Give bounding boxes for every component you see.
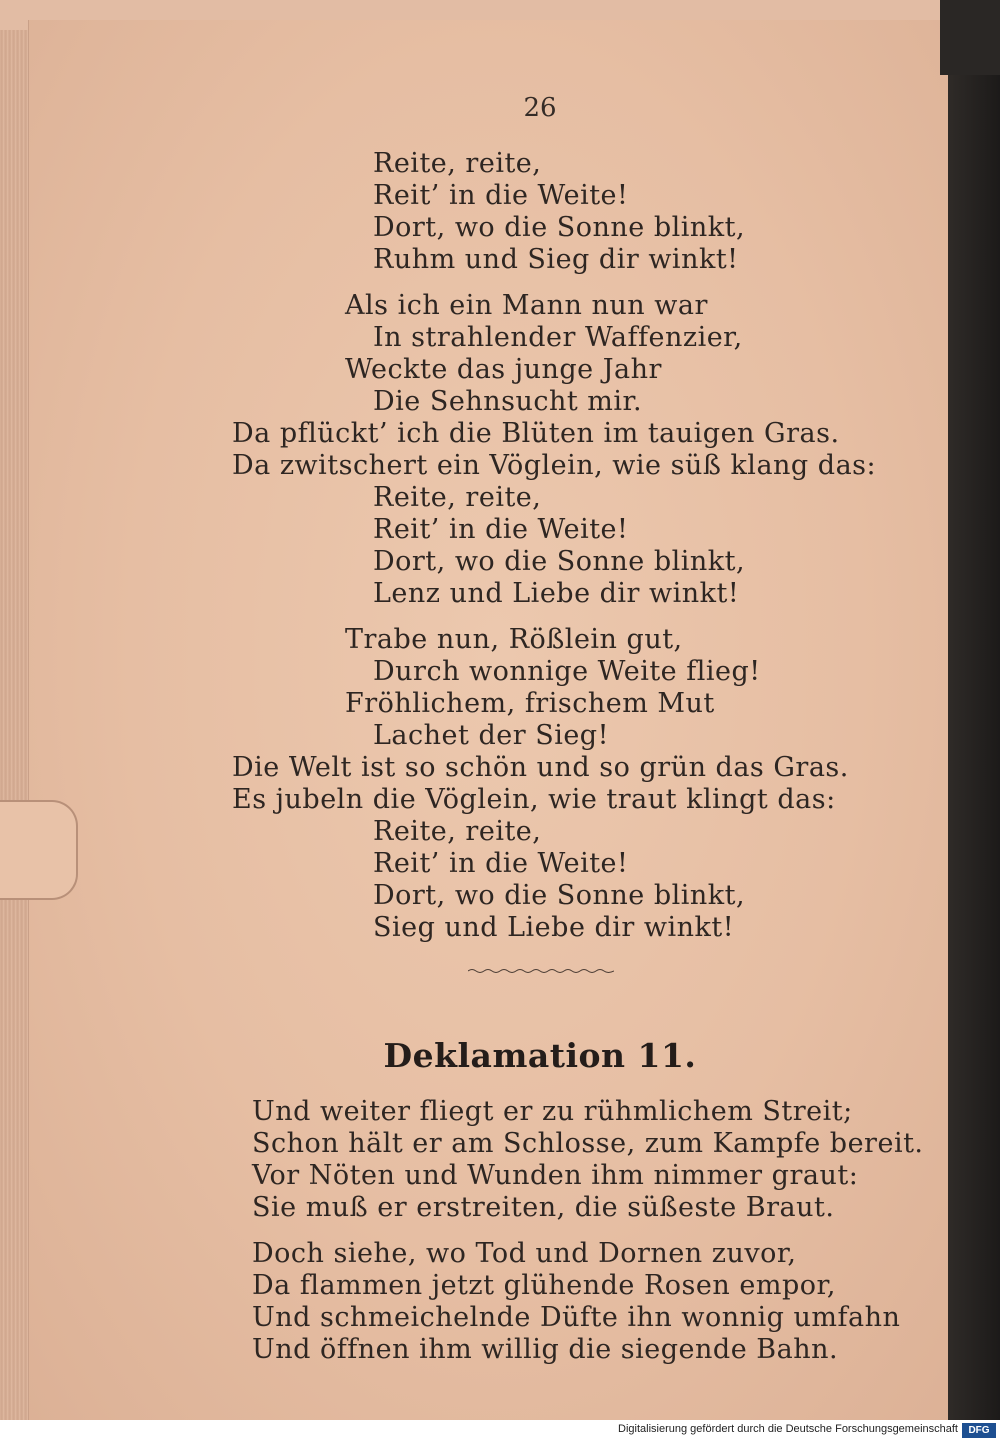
verse-line: Da pflückt’ ich die Blüten im tauigen Gras. bbox=[232, 418, 840, 449]
ornamental-divider bbox=[468, 968, 614, 974]
verse-line: Reit’ in die Weite! bbox=[373, 180, 629, 211]
verse-line: Da flammen jetzt glühende Rosen empor, bbox=[252, 1270, 837, 1301]
verse-line: In strahlender Waffenzier, bbox=[373, 322, 743, 353]
verse-line: Trabe nun, Rößlein gut, bbox=[345, 624, 683, 655]
verse-line: Die Welt ist so schön und so grün das Gras. bbox=[232, 752, 849, 783]
verse-line: Ruhm und Sieg dir winkt! bbox=[373, 244, 739, 275]
section-heading: Deklamation 11. bbox=[383, 1036, 697, 1075]
verse-line: Dort, wo die Sonne blinkt, bbox=[373, 546, 746, 577]
verse-line: Reit’ in die Weite! bbox=[373, 514, 629, 545]
book-cover-edge bbox=[948, 0, 1000, 1420]
verse-line: Da zwitschert ein Vöglein, wie süß klang das: bbox=[232, 450, 877, 481]
verse-line: Und öffnen ihm willig die siegende Bahn. bbox=[252, 1334, 839, 1365]
verse-line: Fröhlichem, frischem Mut bbox=[345, 688, 715, 719]
page-number: 26 bbox=[523, 93, 557, 123]
verse-line: Sie muß er erstreiten, die süßeste Braut. bbox=[252, 1192, 835, 1223]
verse-line: Und schmeichelnde Düfte ihn wonnig umfahn bbox=[252, 1302, 901, 1333]
verse-line: Vor Nöten und Wunden ihm nimmer graut: bbox=[252, 1160, 859, 1191]
book-cover-corner bbox=[940, 0, 1000, 75]
page-edge-stack bbox=[0, 30, 28, 1420]
verse-line: Reite, reite, bbox=[373, 816, 542, 847]
digitization-footer bbox=[0, 1420, 1000, 1442]
page-tab bbox=[0, 800, 78, 900]
verse-line: Reit’ in die Weite! bbox=[373, 848, 629, 879]
verse-line: Dort, wo die Sonne blinkt, bbox=[373, 212, 746, 243]
verse-line: Schon hält er am Schlosse, zum Kampfe bereit. bbox=[252, 1128, 924, 1159]
verse-line: Reite, reite, bbox=[373, 482, 542, 513]
verse-line: Sieg und Liebe dir winkt! bbox=[373, 912, 735, 943]
verse-line: Und weiter fliegt er zu rühmlichem Streit; bbox=[252, 1096, 853, 1127]
footer-credit: Digitalisierung gefördert durch die Deutsche Forschungsgemeinschaft bbox=[618, 1423, 958, 1435]
verse-line: Reite, reite, bbox=[373, 148, 542, 179]
verse-line: Durch wonnige Weite flieg! bbox=[373, 656, 761, 687]
verse-line: Es jubeln die Vöglein, wie traut klingt das: bbox=[232, 784, 836, 815]
dfg-logo: DFG bbox=[962, 1423, 996, 1438]
verse-line: Weckte das junge Jahr bbox=[345, 354, 662, 385]
verse-line: Lachet der Sieg! bbox=[373, 720, 609, 751]
verse-line: Die Sehnsucht mir. bbox=[373, 386, 643, 417]
verse-line: Doch siehe, wo Tod und Dornen zuvor, bbox=[252, 1238, 797, 1269]
verse-line: Als ich ein Mann nun war bbox=[345, 290, 708, 321]
verse-line: Dort, wo die Sonne blinkt, bbox=[373, 880, 746, 911]
verse-line: Lenz und Liebe dir winkt! bbox=[373, 578, 740, 609]
